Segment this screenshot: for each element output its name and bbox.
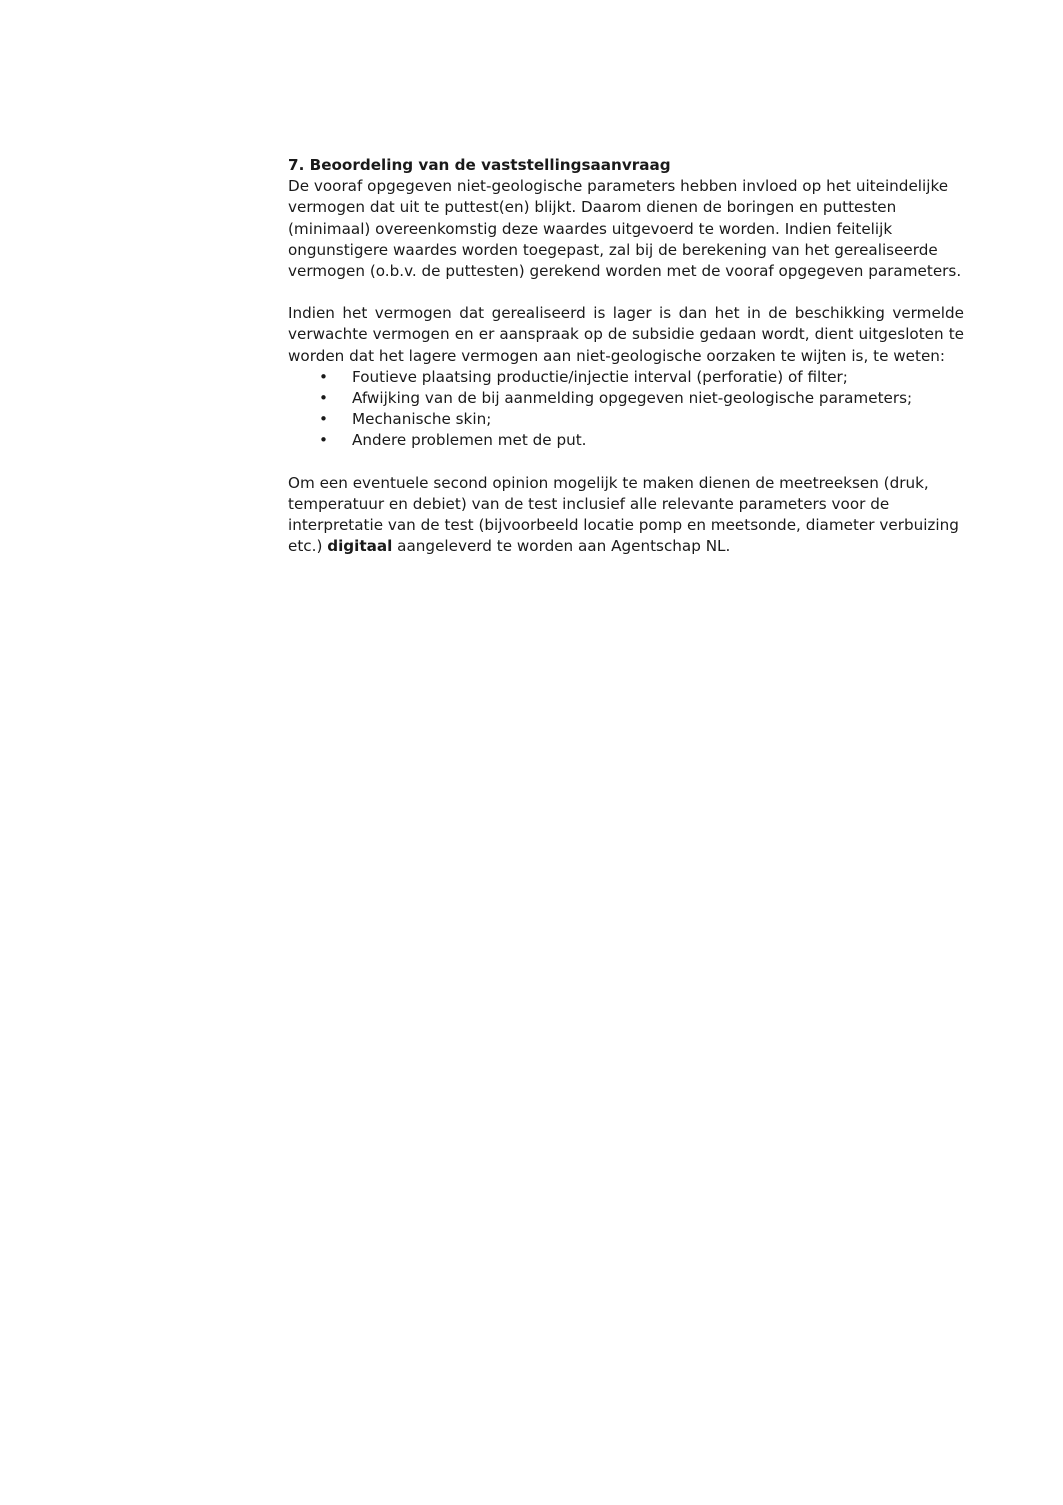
bullet-icon: •: [319, 431, 328, 450]
list-item-text: Mechanische skin;: [352, 410, 492, 429]
list-item-text: Afwijking van de bij aanmelding opgegeven niet-geologische parameters;: [352, 389, 913, 408]
list-item: [288, 430, 964, 451]
bullet-icon: •: [319, 367, 328, 386]
document-page: [288, 155, 964, 557]
list-item-text: Andere problemen met de put.: [352, 431, 587, 450]
list-item: [288, 388, 964, 409]
paragraph-text-after: aangeleverd te worden aan Agentschap NL.: [392, 537, 731, 556]
emphasis-digitaal: digitaal: [327, 537, 393, 556]
list-item: [288, 409, 964, 430]
bullet-icon: •: [319, 389, 328, 408]
bullet-icon: •: [319, 410, 328, 429]
paragraph-second-opinion: [288, 473, 964, 558]
paragraph-parameters-influence: De vooraf opgegeven niet-geologische parameters hebben invloed op het uiteindelijke vermogen dat uit te puttest(en) blijkt. Daarom dienen de boringen en puttesten (minimaal) overeenkomstig deze waardes uitgevoerd te worden. Indien feitelijk ongunstigere waardes worden toegepast, zal bij de berekening van het gerealiseerde vermogen (o.b.v. de puttesten) gerekend worden met de vooraf opgegeven parameters.: [288, 177, 962, 281]
list-item: [288, 367, 964, 388]
section-heading: 7. Beoordeling van de vaststellingsaanvraag: [288, 156, 671, 174]
paragraph-lower-capacity: Indien het vermogen dat gerealiseerd is lager is dan het in de beschikking vermelde verwachte vermogen en er aanspraak op de subsidie gedaan wordt, dient uitgesloten te worden dat het lagere vermogen aan niet-geologische oorzaken te wijten is, te weten:: [288, 304, 964, 365]
list-item-text: Foutieve plaatsing productie/injectie interval (perforatie) of filter;: [352, 367, 848, 386]
cause-list: [288, 367, 964, 452]
paragraph-text-before: Om een eventuele second opinion mogelijk te maken dienen de meetreeksen (druk, temperatuur en debiet) van de test inclusief alle relevante parameters voor de interpretatie van de test (bijvoorbeeld locatie pomp en meetsonde, diameter verbuizing etc.): [288, 473, 959, 556]
